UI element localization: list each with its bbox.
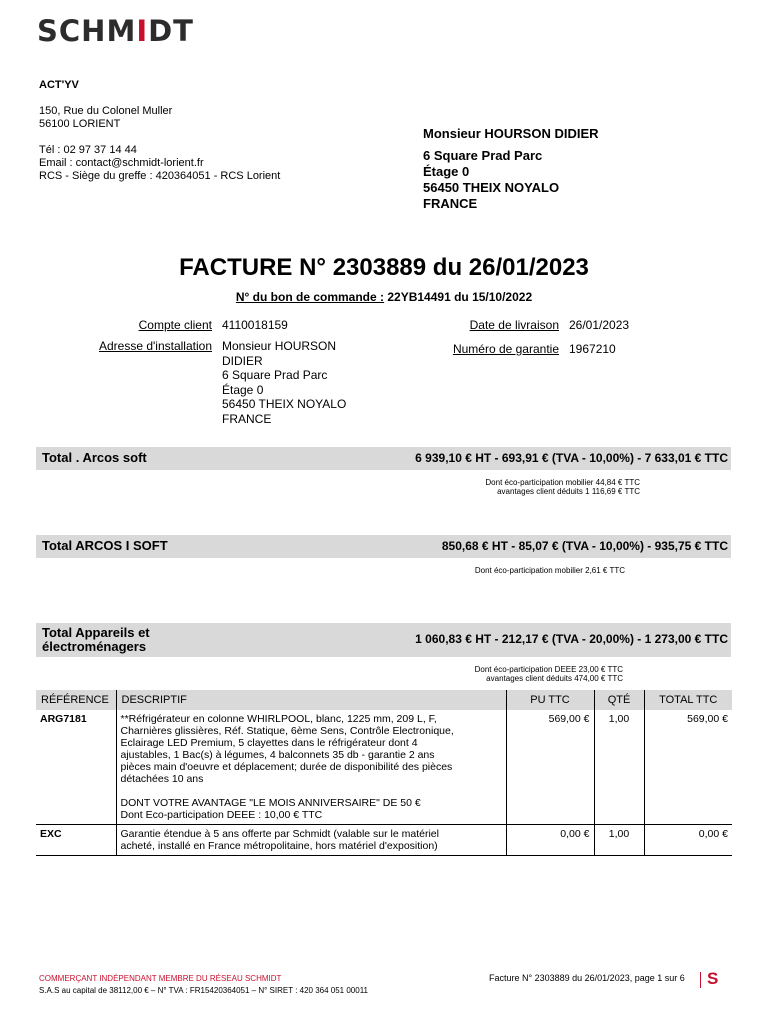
footer-page-info: Facture N° 2303889 du 26/01/2023, page 1 sur 6 (489, 973, 685, 983)
total-band-label (42, 626, 150, 654)
order-label: N° du bon de commande : (235, 290, 385, 304)
description-line: Charnières glissières, Réf. Statique, 6ème Sens, Contrôle Electronique, (120, 725, 454, 737)
delivery-date-value: 26/01/2023 (569, 318, 630, 332)
eco-note: Dont éco-participation DEEE 23,00 € TTC (474, 665, 623, 674)
cell-quantity: 1,00 (594, 710, 644, 825)
eco-notes (475, 665, 623, 683)
recipient-line1: 6 Square Prad Parc (423, 148, 543, 163)
eco-notes (485, 478, 640, 496)
install-line: 6 Square Prad Parc (222, 368, 328, 382)
total-band-amount: 1 060,83 € HT - 212,17 € (TVA - 20,00%) - 1 273,00 € TTC (415, 632, 728, 646)
total-band-arcos-i-soft (36, 535, 731, 558)
header-total: TOTAL TTC (644, 690, 732, 710)
cell-reference: ARG7181 (36, 710, 116, 825)
total-band-amount: 6 939,10 € HT - 693,91 € (TVA - 10,00%) - 7 633,01 € TTC (415, 451, 728, 465)
header-unit-price: PU TTC (506, 690, 594, 710)
warranty-label: Numéro de garantie (452, 342, 559, 356)
total-band-appliances (36, 623, 731, 657)
cell-total: 569,00 € (644, 710, 732, 825)
cell-description (116, 710, 506, 825)
eco-note: avantages client déduits 474,00 € TTC (486, 674, 623, 683)
cell-unit-price: 569,00 € (506, 710, 594, 825)
eco-note: Dont éco-participation mobilier 44,84 € TTC (485, 478, 640, 487)
company-block (39, 79, 280, 183)
logo-text-a: SCHM (37, 14, 137, 48)
recipient-line4: FRANCE (423, 196, 478, 211)
total-band-label-line: Total Appareils et (42, 625, 150, 640)
table-row (36, 710, 732, 825)
description-line: détachées 10 ans (120, 773, 204, 785)
install-address (222, 339, 346, 426)
cell-description (116, 825, 506, 856)
recipient-line2: Étage 0 (423, 164, 470, 179)
company-name: ACT'YV (39, 79, 79, 91)
recipient-name: Monsieur HOURSON DIDIER (423, 126, 599, 141)
company-rcs: RCS - Siège du greffe : 420364051 - RCS Lorient (39, 170, 281, 182)
warranty-value: 1967210 (569, 342, 616, 356)
eco-note: Dont éco-participation mobilier 2,61 € TTC (474, 566, 625, 575)
install-line: FRANCE (222, 411, 272, 426)
footer-divider (700, 972, 701, 988)
order-reference (0, 290, 768, 304)
order-value: 22YB14491 du 15/10/2022 (384, 290, 533, 304)
install-address-label: Adresse d'installation (98, 339, 212, 353)
description-line: DONT VOTRE AVANTAGE "LE MOIS ANNIVERSAIRE" DE 50 € (120, 797, 421, 809)
total-band-label: Total . Arcos soft (42, 450, 147, 465)
footer-legal (39, 973, 368, 997)
cell-quantity: 1,00 (594, 825, 644, 856)
invoice-title: FACTURE N° 2303889 du 26/01/2023 (179, 254, 589, 281)
table-row (36, 825, 732, 856)
items-table (36, 690, 732, 856)
description-line: Eclairage LED Premium, 5 clayettes dans le réfrigérateur dont 4 (120, 737, 418, 749)
description-line: acheté, installé en France métropolitaine, hors matériel d'exposition) (120, 840, 438, 852)
total-band-amount: 850,68 € HT - 85,07 € (TVA - 10,00%) - 935,75 € TTC (441, 539, 728, 553)
description-line: Dont Eco-participation DEEE : 10,00 € TTC (120, 809, 323, 821)
install-line: Monsieur HOURSON (222, 339, 337, 353)
install-line: DIDIER (222, 353, 263, 368)
description-line: ajustables, 1 Bac(s) à légumes, 4 balconnets 35 db - garantie 2 ans (120, 749, 435, 761)
delivery-date-label: Date de livraison (469, 318, 559, 332)
install-line: 56450 THEIX NOYALO (222, 397, 347, 411)
eco-notes (475, 566, 625, 575)
company-email: Email : contact@schmidt-lorient.fr (39, 157, 204, 169)
header-reference: RÉFÉRENCE (36, 690, 116, 710)
eco-note: avantages client déduits 1 116,69 € TTC (497, 487, 640, 496)
cell-total: 0,00 € (644, 825, 732, 856)
cell-unit-price: 0,00 € (506, 825, 594, 856)
company-street: 150, Rue du Colonel Muller (39, 105, 173, 117)
recipient-block (423, 126, 599, 212)
description-line: pièces main d'oeuvre et déplacement; durée de disponibilité des pièces (120, 761, 453, 773)
company-city: 56100 LORIENT (39, 118, 121, 130)
install-line: Étage 0 (222, 382, 264, 397)
footer-company-line: S.A.S au capital de 38112,00 € – N° TVA : FR15420364051 – N° SIRET : 420 364 051 00011 (39, 986, 368, 995)
company-phone: Tél : 02 97 37 14 44 (39, 144, 137, 156)
schmidt-s-icon: S (707, 969, 719, 988)
recipient-line3: 56450 THEIX NOYALO (423, 180, 560, 195)
schmidt-logo (37, 14, 194, 48)
logo-text-i: I (136, 14, 149, 48)
account-value: 4110018159 (222, 318, 288, 332)
total-band-arcos-soft (36, 447, 731, 470)
header-quantity: QTÉ (594, 690, 644, 710)
total-band-label: Total ARCOS I SOFT (42, 538, 168, 553)
total-band-label-line: électroménagers (42, 639, 147, 654)
footer-network-line: COMMERÇANT INDÉPENDANT MEMBRE DU RÉSEAU SCHMIDT (39, 974, 282, 983)
description-line: **Réfrigérateur en colonne WHIRLPOOL, blanc, 1225 mm, 209 L, F, (120, 713, 437, 725)
description-line: Garantie étendue à 5 ans offerte par Schmidt (valable sur le matériel (120, 828, 439, 840)
description-spacer (121, 785, 502, 797)
table-header-row (36, 690, 732, 710)
account-label: Compte client (138, 318, 212, 332)
logo-text-b: DT (148, 14, 194, 48)
header-description: DESCRIPTIF (116, 690, 506, 710)
cell-reference: EXC (36, 825, 116, 856)
